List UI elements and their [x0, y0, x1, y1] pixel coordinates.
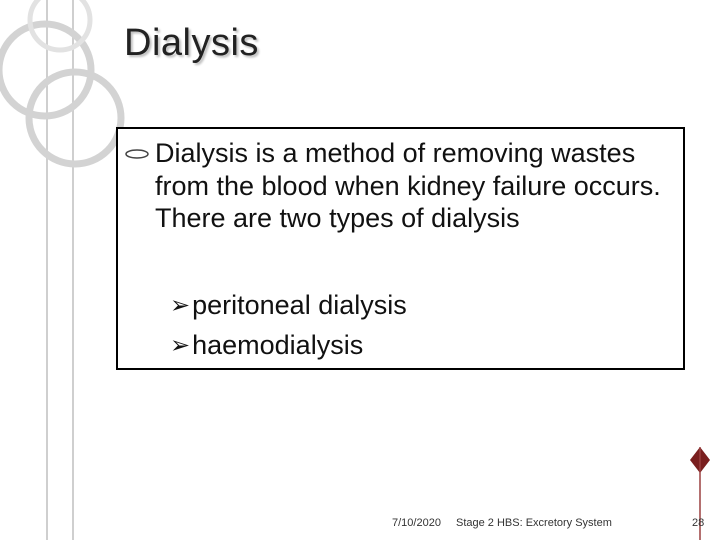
arrow-bullet-icon: ➢: [170, 291, 191, 319]
body-paragraph: [155, 137, 685, 235]
bullet-label: peritoneal dialysis: [192, 290, 407, 320]
bullet-item: [170, 329, 363, 361]
body-lead: Dialysis: [155, 138, 249, 168]
oval-bullet-icon: [124, 149, 150, 159]
content-box: [116, 127, 685, 370]
arrow-bullet-icon: ➢: [170, 331, 191, 359]
bullet-label: haemodialysis: [192, 330, 364, 360]
slide-number: 28: [692, 517, 705, 529]
footer-date: 7/10/2020: [392, 517, 441, 529]
body-text: is a method of removing wastes from the blood when kidney failure occurs. There are two types of dialysis: [155, 138, 661, 233]
footer-title: Stage 2 HBS: Excretory System: [456, 517, 612, 529]
bullet-item: [170, 289, 407, 321]
slide-title: Dialysis: [124, 22, 259, 64]
